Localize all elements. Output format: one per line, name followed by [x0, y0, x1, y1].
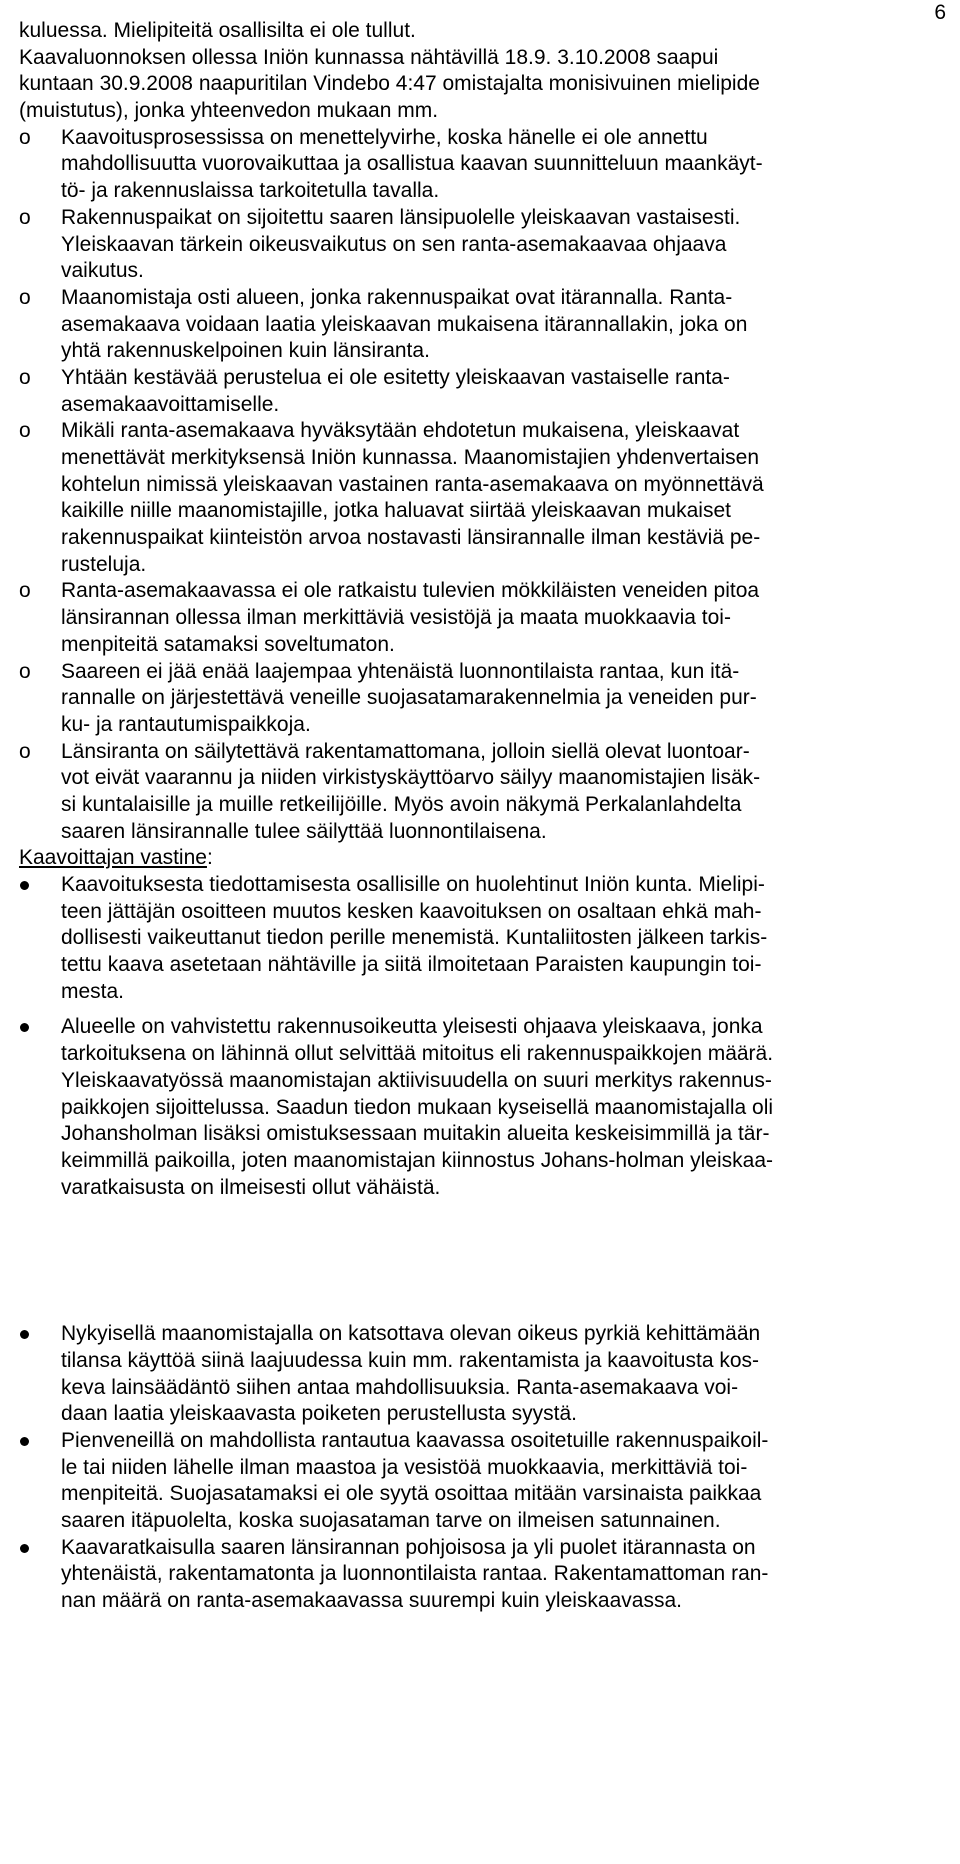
- response-line: mesta.: [61, 979, 125, 1003]
- opinion-line: Länsiranta on säilytettävä rakentamattomana, jolloin siellä olevat luontoar-: [61, 739, 750, 763]
- opinion-line: menpiteitä satamaksi soveltumaton.: [61, 632, 395, 656]
- opinion-line: Saareen ei jää enää laajempaa yhtenäistä luonnontilaista rantaa, kun itä-: [61, 659, 740, 683]
- opinion-line: Yleiskaavan tärkein oikeusvaikutus on sen ranta-asemakaavaa ohjaava: [61, 232, 727, 256]
- response-line: tettu kaava asetetaan nähtäville ja siitä ilmoitetaan Paraisten kaupungin toi-: [61, 953, 762, 977]
- opinion-line: Maanomistaja osti alueen, jonka rakennuspaikat ovat itärannalla. Ranta-: [61, 285, 733, 309]
- intro-line: kuntaan 30.9.2008 naapuritilan Vindebo 4:47 omistajalta monisivuinen mielipide: [19, 72, 760, 96]
- response-item: [19, 872, 939, 1005]
- response-line: Johansholman lisäksi omistuksessaan muitakin alueita keskeisimmillä ja tär-: [61, 1122, 770, 1146]
- opinion-line: Rakennuspaikat on sijoitettu saaren länsipuolelle yleiskaavan vastaisesti.: [61, 205, 741, 229]
- page-number: 6: [934, 1, 946, 24]
- opinion-item: [19, 365, 939, 418]
- opinion-line: rannalle on järjestettävä veneille suojasatamarakennelmia ja veneiden pur-: [61, 686, 757, 710]
- opinion-line: vot eivät vaarannu ja niiden virkistyskäyttöarvo säilyy maanomistajien lisäk-: [61, 766, 761, 790]
- intro-line: (muistutus), jonka yhteenvedon mukaan mm.: [19, 99, 439, 123]
- opinion-item: [19, 418, 939, 578]
- response-item: [19, 1428, 939, 1535]
- bullet-dot-icon: [19, 1321, 61, 1348]
- response-line: Kaavoituksesta tiedottamisesta osallisille on huolehtinut Iniön kunta. Mielipi-: [61, 873, 765, 896]
- bullet-dot-icon: [19, 1014, 61, 1041]
- response-heading-text: Kaavoittajan vastine: [19, 846, 207, 870]
- opinion-line: ku- ja rantautumispaikkoja.: [61, 712, 311, 736]
- bullet-dot-icon: [19, 1535, 61, 1562]
- circle-bullet-marker: o: [19, 205, 31, 229]
- response-line: Alueelle on vahvistettu rakennusoikeutta yleisesti ohjaava yleiskaava, jonka: [61, 1015, 763, 1039]
- response-line: saaren itäpuolelta, koska suojasataman tarve on ilmeisen satunnainen.: [61, 1509, 721, 1533]
- response-line: paikkojen sijoittelussa. Saadun tiedon mukaan kyseisellä maanomistajalla oli: [61, 1095, 774, 1119]
- opinion-line: Mikäli ranta-asemakaava hyväksytään ehdotetun mukaisena, yleiskaavat: [61, 419, 740, 443]
- opinion-line: yhtä rakennuskelpoinen kuin länsiranta.: [61, 339, 430, 363]
- opinion-line: kohtelun nimissä yleiskaavan vastainen ranta-asemakaava on myönnettävä: [61, 472, 764, 496]
- circle-bullet-marker: o: [19, 419, 31, 443]
- opinion-line: Ranta-asemakaavassa ei ole ratkaistu tulevien mökkiläisten veneiden pitoa: [61, 579, 760, 603]
- response-line: Nykyisellä maanomistajalla on katsottava olevan oikeus pyrkiä kehittämään: [61, 1322, 761, 1346]
- response-line: dollisesti vaikeuttanut tiedon perille menemistä. Kuntaliitosten jälkeen tarkis-: [61, 926, 768, 950]
- opinion-line: rakennuspaikat kiinteistön arvoa nostavasti länsirannalle ilman kestäviä pe-: [61, 526, 761, 550]
- response-line: keimmillä paikoilla, joten maanomistajan kiinnostus Johans-holman yleiskaa-: [61, 1148, 774, 1172]
- intro-line: Kaavaluonnoksen ollessa Iniön kunnassa nähtävillä 18.9. 3.10.2008 saapui: [19, 45, 719, 69]
- opinion-line: menettävät merkityksensä Iniön kunnassa. Maanomistajien yhdenvertaisen: [61, 446, 760, 469]
- response-line: nan määrä on ranta-asemakaavassa suurempi kuin yleiskaavassa.: [61, 1589, 682, 1613]
- opinion-line: tö- ja rakennuslaissa tarkoitetulla tavalla.: [61, 179, 440, 203]
- response-line: le tai niiden lähelle ilman maastoa ja vesistöä muokkaavia, merkittäviä toi-: [61, 1455, 748, 1479]
- opinion-item: [19, 739, 939, 846]
- opinion-line: kaikille niille maanomistajille, jotka haluavat siirtää yleiskaavan mukaiset: [61, 499, 731, 523]
- opinion-line: asemakaava voidaan laatia yleiskaavan mukaisena itärannallakin, joka on: [61, 312, 748, 336]
- response-list: [19, 872, 939, 1615]
- response-line: daan laatia yleiskaavasta poiketen perustellusta syystä.: [61, 1402, 577, 1426]
- circle-bullet-marker: o: [19, 125, 31, 149]
- response-line: teen jättäjän osoitteen muutos kesken kaavoituksen on osaltaan ehkä mah-: [61, 899, 762, 923]
- opinion-item: [19, 285, 939, 365]
- opinion-line: mahdollisuutta vuorovaikuttaa ja osallistua kaavan suunnitteluun maankäyt-: [61, 152, 763, 176]
- circle-bullet-marker: o: [19, 579, 31, 603]
- circle-bullet-marker: o: [19, 285, 31, 309]
- opinion-item: [19, 125, 939, 205]
- opinion-line: Yhtään kestävää perustelua ei ole esitetty yleiskaavan vastaiselle ranta-: [61, 365, 730, 389]
- document-body: [19, 18, 939, 1615]
- opinion-item: [19, 205, 939, 285]
- response-line: menpiteitä. Suojasatamaksi ei ole syytä osoittaa mitään varsinaista paikkaa: [61, 1482, 762, 1506]
- opinion-line: rusteluja.: [61, 552, 147, 576]
- response-item: [19, 1014, 939, 1201]
- opinion-line: länsirannan ollessa ilman merkittäviä vesistöjä ja maata muokkaavia toi-: [61, 606, 731, 630]
- opinion-line: Kaavoitusprosessissa on menettelyvirhe, koska hänelle ei ole annettu: [61, 125, 708, 149]
- response-line: yhtenäistä, rakentamatonta ja luonnontilaista rantaa. Rakentamattoman ran-: [61, 1562, 769, 1586]
- bullet-dot-icon: [19, 1428, 61, 1455]
- response-line: Yleiskaavatyössä maanomistajan aktiivisuudella on suuri merkitys rakennus-: [61, 1068, 772, 1092]
- response-line: keva lainsäädäntö siihen antaa mahdollisuuksia. Ranta-asemakaava voi-: [61, 1375, 739, 1399]
- opinion-line: vaikutus.: [61, 259, 144, 283]
- intro-paragraph: [19, 18, 939, 125]
- circle-bullet-marker: o: [19, 659, 31, 683]
- intro-line: kuluessa. Mielipiteitä osallisilta ei ole tullut.: [19, 19, 416, 42]
- response-line: Kaavaratkaisulla saaren länsirannan pohjoisosa ja yli puolet itärannasta on: [61, 1535, 756, 1559]
- opinion-item: [19, 659, 939, 739]
- response-line: tarkoituksena on lähinnä ollut selvittää mitoitus eli rakennuspaikkojen määrä.: [61, 1042, 774, 1066]
- opinion-line: si kuntalaisille ja muille retkeilijöille. Myös avoin näkymä Perkalanlahdelta: [61, 792, 742, 816]
- response-line: varatkaisusta on ilmeisesti ollut vähäistä.: [61, 1175, 441, 1199]
- response-item: [19, 1321, 939, 1428]
- response-line: Pienveneillä on mahdollista rantautua kaavassa osoitetuille rakennuspaikoil-: [61, 1429, 769, 1452]
- response-line: tilansa käyttöä siinä laajuudessa kuin mm. rakentamista ja kaavoitusta kos-: [61, 1348, 760, 1372]
- response-heading-colon: :: [206, 846, 213, 870]
- opinion-line: saaren länsirannalle tulee säilyttää luonnontilaisena.: [61, 819, 547, 843]
- response-item: [19, 1535, 939, 1615]
- opinion-list: [19, 125, 939, 846]
- response-heading: [19, 845, 939, 872]
- bullet-dot-icon: [19, 872, 61, 899]
- circle-bullet-marker: o: [19, 365, 31, 389]
- circle-bullet-marker: o: [19, 739, 31, 763]
- page-gap: [19, 1201, 939, 1321]
- opinion-item: [19, 578, 939, 658]
- opinion-line: asemakaavoittamiselle.: [61, 392, 280, 416]
